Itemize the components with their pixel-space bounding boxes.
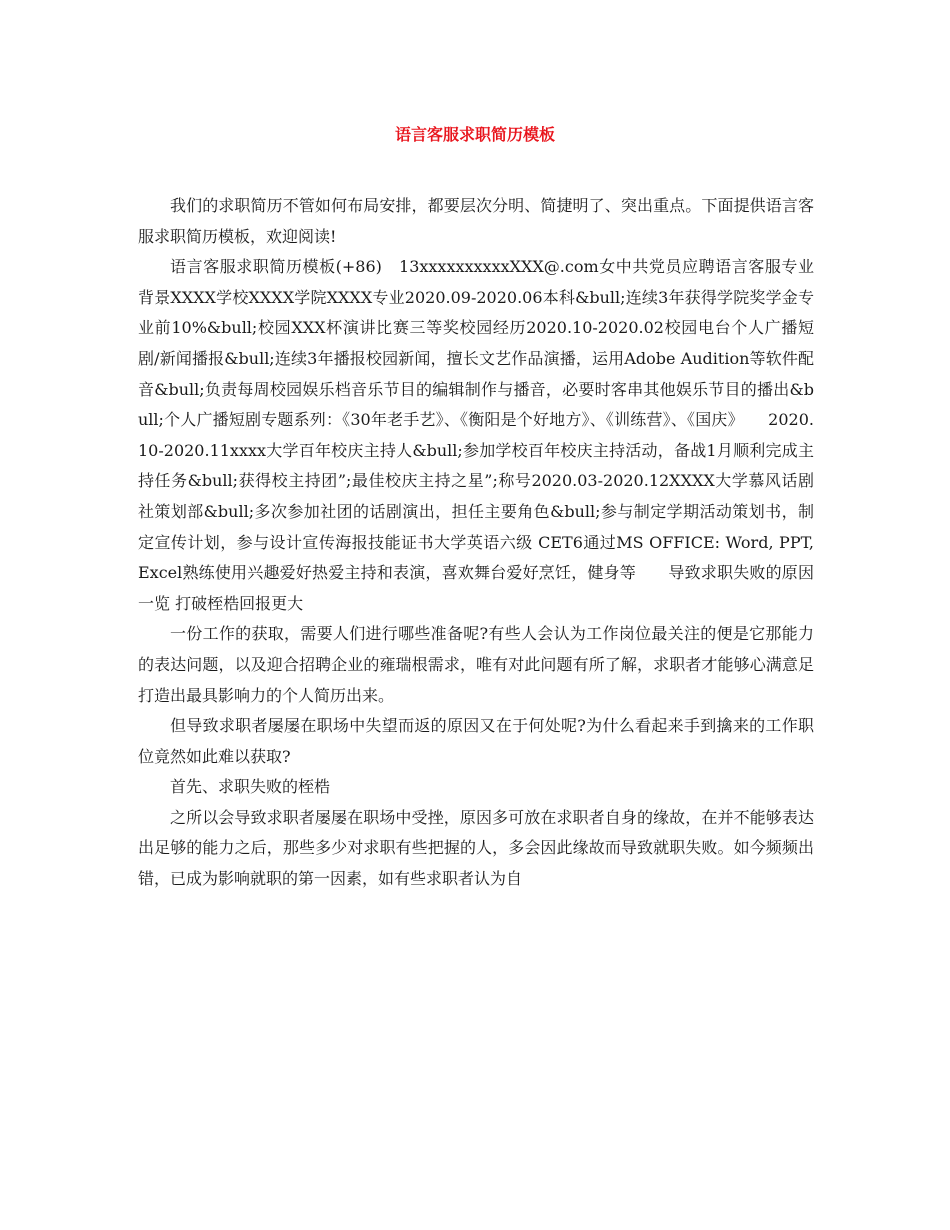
paragraph-resume-template: 语言客服求职简历模板(+86) 13xxxxxxxxxxXXX@.com女中共党员应聘语言客服专业背景XXXX学校XXXX学院XXXX专业2020.09-2020.06本科&bull;连续3年获得学院奖学金专业前10%&bull;校园XXX杯演讲比赛三等奖校园经历2020.10-2020.02校园电台个人广播短剧/新闻播报&bull;连续3年播报校园新闻，擅长文艺作品演播，运用Adobe Audition等软件配音&bull;负责每周校园娱乐档音乐节目的编辑制作与播音，必要时客串其他娱乐节目的播出&bull;个人广播短剧专题系列：《30年老手艺》、《衡阳是个好地方》、《训练营》、《国庆》 2020.10-2020.11xxxx大学百年校庆主持人&bull;参加学校百年校庆主持活动，备战1月顺利完成主持任务&bull;获得校主持团”;最佳校庆主持之星”;称号2020.03-2020.12XXXX大学慕风话剧社策划部&bull;多次参加社团的话剧演出，担任主要角色&bull;参与制定学期活动策划书，制定宣传计划，参与设计宣传海报技能证书大学英语六级 CET6通过MS OFFICE: Word, PPT, Excel熟练使用兴趣爱好热爱主持和表演，喜欢舞台爱好烹饪，健身等 导致求职失败的原因一览 打破桎梏回报更大 (138, 257, 814, 613)
paragraph-failure-question: 但导致求职者屡屡在职场中失望而返的原因又在于何处呢?为什么看起来手到擒来的工作职位竟然如此难以获取? (138, 716, 814, 766)
document-body (138, 191, 814, 895)
paragraph-intro: 我们的求职简历不管如何布局安排，都要层次分明、简捷明了、突出重点。下面提供语言客服求职简历模板，欢迎阅读! (138, 196, 814, 246)
section-heading-failure: 首先、求职失败的桎梏 (170, 777, 331, 797)
paragraph-job-preparation: 一份工作的获取，需要人们进行哪些准备呢?有些人会认为工作岗位最关注的便是它那能力的表达问题，以及迎合招聘企业的雍瑞根需求，唯有对此问题有所了解，求职者才能够心满意足打造出最具影响力的个人简历出来。 (138, 624, 814, 705)
paragraph-failure-reasons: 之所以会导致求职者屡屡在职场中受挫，原因多可放在求职者自身的缘故，在并不能够表达出足够的能力之后，那些多少对求职有些把握的人，多会因此缘故而导致就职失败。如今频频出错，已成为影响就职的第一因素，如有些求职者认为自 (138, 807, 814, 889)
document-title: 语言客服求职简历模板 (394, 125, 555, 144)
